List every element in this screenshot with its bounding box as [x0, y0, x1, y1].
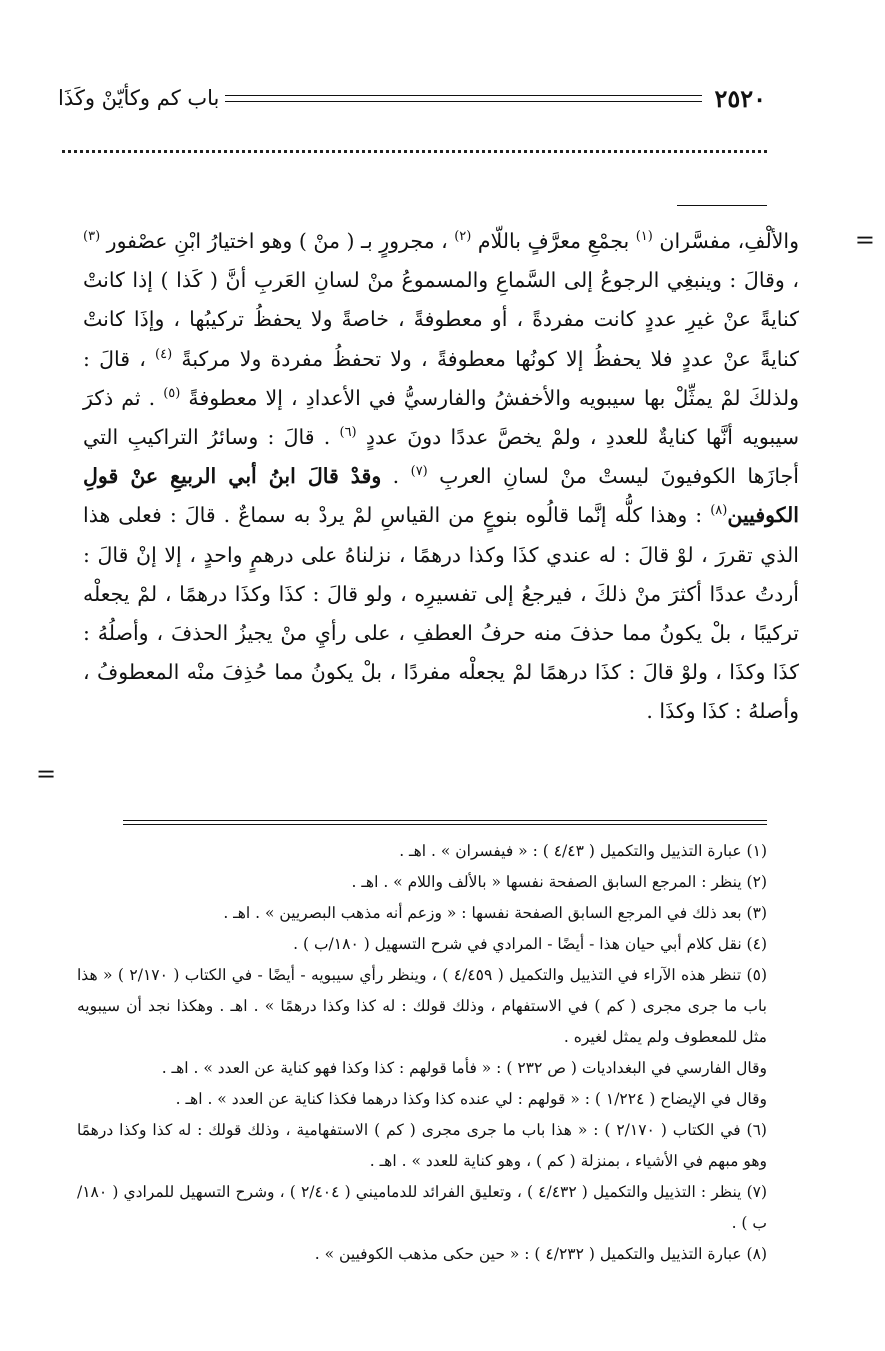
- body-text: ، مجرورٍ بـ ( منْ ) وهو اختيارُ ابْنِ عصْفور: [100, 229, 455, 253]
- top-short-rule: [677, 205, 767, 206]
- footnote-3: (٣) بعد ذلك في المرجع السابق الصفحة نفسها : « وزعم أنه مذهب البصريين » . اهـ .: [223, 904, 767, 922]
- footnote-ref-2[interactable]: (٢): [454, 229, 472, 245]
- page-number: ٢٥٢٠: [714, 83, 766, 113]
- page-header: [58, 76, 766, 120]
- main-text: [83, 222, 799, 732]
- footnote-ref-7[interactable]: (٧): [410, 464, 428, 480]
- body-text: : وهذا كلُّه إنَّما قالُوه بنوعٍ من القياسِ لمْ يردْ به سماعٌ . قالَ : فعلى هذا الذي تقررَ ، لوْ قالَ : له عندي كذَا وكذا درهمًا ، نزلناهُ على درهمٍ واحدٍ ، إلا إنْ قالَ : أردتُ عددًا أكثرَ منْ ذلكَ ، فيرجعُ إلى تفسيرِه ، ولو قالَ : كذَا وكذَا درهمًا ، لمْ يجعلْه تركيبًا ، بلْ يكونُ مما حذفَ منه حرفُ العطفِ ، على رأيِ منْ يجيزُ الحذفَ ، وأصلُهُ : كذَا وكذَا ، ولوْ قالَ : كذَا درهمًا لمْ يجعلْه مفردًا ، بلْ يكونُ مما حُذِفَ منْه المعطوفُ ، وأصلهُ : كذَا وكذَا .: [83, 503, 799, 724]
- footnote-separator: [123, 820, 767, 825]
- body-text: ، قالَ : ولذلكَ لمْ يمثِّلْ بها سيبويه والأخفشُ والفارسيُّ في الأعدادِ ، إلا معطوفةً: [83, 346, 799, 410]
- body-text: . قالَ : وسائرُ التراكيبِ التي أجازَها الكوفيونَ ليستْ منْ لسانِ العربِ: [83, 425, 799, 489]
- body-text: ، وقالَ : وينبغِي الرجوعُ إلى السَّماعِ والمسموعُ منْ لسانِ العَربِ أنَّ ( كَذا ) إذا كانتْ كنايةً عنْ غيرِ عددٍ كانت مفردةً ، أو معطوفةً ، خاصةً ولا يحفظُ تركيبُها ، وإذَا كانتْ كنايةً عنْ عددٍ فلا يحفظُ إلا كونُها معطوفةً ، ولا تحفظُ مفردة ولا مركبةً: [83, 268, 799, 371]
- dotted-separator: [62, 150, 767, 153]
- footnote-2: (٢) ينظر : المرجع السابق الصفحة نفسها « بالألف واللام » . اهـ .: [351, 873, 767, 891]
- footnote-4: (٤) نقل كلام أبي حيان هذا - أيضًا - المرادي في شرح التسهيل ( ١٨٠/ب ) .: [293, 935, 767, 953]
- footnote-1: (١) عبارة التذييل والتكميل ( ٤/٤٣ ) : « فيفسران » . اهـ .: [399, 842, 767, 860]
- body-text: بجمْعِ معرَّفٍ باللّام: [471, 229, 636, 253]
- footnote-5-idah: وقال في الإيضاح ( ١/٢٢٤ ) : « قولهم : لي عنده كذا وكذا درهما فكذا كناية عن العدد » . اهـ .: [175, 1090, 767, 1108]
- running-title: باب كم وكأيّنْ وكَذَا: [58, 86, 220, 110]
- footnote-8: (٨) عبارة التذييل والتكميل ( ٤/٢٣٢ ) : « حين حكى مذهب الكوفيين » .: [314, 1245, 767, 1263]
- footnote-5-farisi: وقال الفارسي في البغداديات ( ص ٢٣٢ ) : « فأما قولهم : كذا وكذا فهو كناية عن العدد » . اهـ .: [161, 1059, 767, 1077]
- footnote-ref-1[interactable]: (١): [635, 229, 653, 245]
- body-text: والألْفِ، مفسَّران: [652, 229, 799, 253]
- footnote-ref-8[interactable]: (٨): [710, 503, 728, 519]
- footnote-6: (٦) في الكتاب ( ٢/١٧٠ ) : « هذا باب ما جرى مجرى ( كم ) الاستفهامية ، وذلك قولك : له كذا وكذا درهمًا وهو مبهم في الأشياء ، بمنزلة ( كم ) ، وهو كناية للعدد » . اهـ .: [77, 1121, 767, 1170]
- footnote-ref-6[interactable]: (٦): [339, 425, 357, 441]
- body-text: .: [381, 464, 411, 489]
- header-double-rule: [225, 95, 702, 102]
- footnotes: [77, 836, 767, 1270]
- body-text: . ثم ذكرَ سيبويه أنَّها كنايةٌ للعددِ ، ولمْ يخصَّ عددًا دونَ عددٍ: [83, 385, 799, 450]
- footnote-5: (٥) تنظر هذه الآراء في التذييل والتكميل ( ٤/٤٥٩ ) ، وينظر رأي سيبويه - أيضًا - في الكتاب ( ٢/١٧٠ ) « هذا باب ما جرى مجرى ( كم ) في الاستفهام ، وذلك قولك : له كذا وكذا درهمًا » . اهـ . وهكذا نجد أن سيبويه مثل للمعطوف ولم يمثل لغيره .: [77, 966, 767, 1046]
- footnote-ref-3[interactable]: (٣): [83, 229, 101, 245]
- footnote-ref-5[interactable]: (٥): [163, 385, 181, 401]
- footnote-ref-4[interactable]: (٤): [155, 346, 173, 362]
- footnote-7: (٧) ينظر : التذييل والتكميل ( ٤/٤٣٢ ) ، وتعليق الفرائد للدماميني ( ٢/٤٠٤ ) ، وشرح التسهيل للمرادي ( ١٨٠/ب ) .: [77, 1183, 768, 1232]
- continuation-mark-end: =: [36, 760, 57, 788]
- continuation-mark-start: =: [854, 226, 875, 254]
- bold-quote-intro: وقدْ قالَ ابنُ أبي الربيعِ عنْ قولِ الكوفيين: [83, 464, 799, 528]
